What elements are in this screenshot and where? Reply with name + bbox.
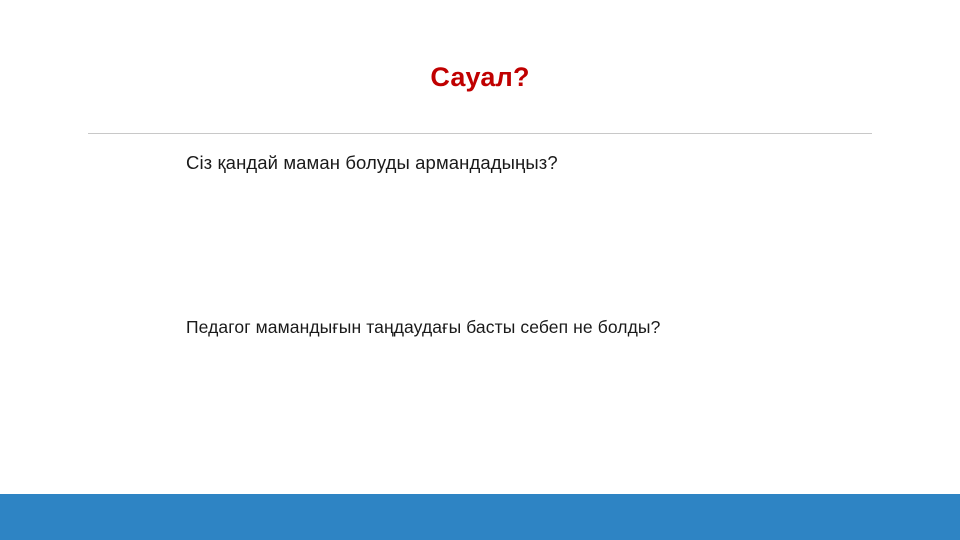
title-divider [88, 133, 872, 134]
question-2: Педагог мамандығын таңдаудағы басты себеп не болды? [186, 317, 661, 337]
footer-bar [0, 494, 960, 540]
question-1: Сіз қандай маман болуды армандадыңыз? [186, 152, 558, 173]
page-title: Сауал? [430, 62, 530, 92]
content-spacer [186, 176, 886, 311]
content-block [186, 150, 886, 311]
